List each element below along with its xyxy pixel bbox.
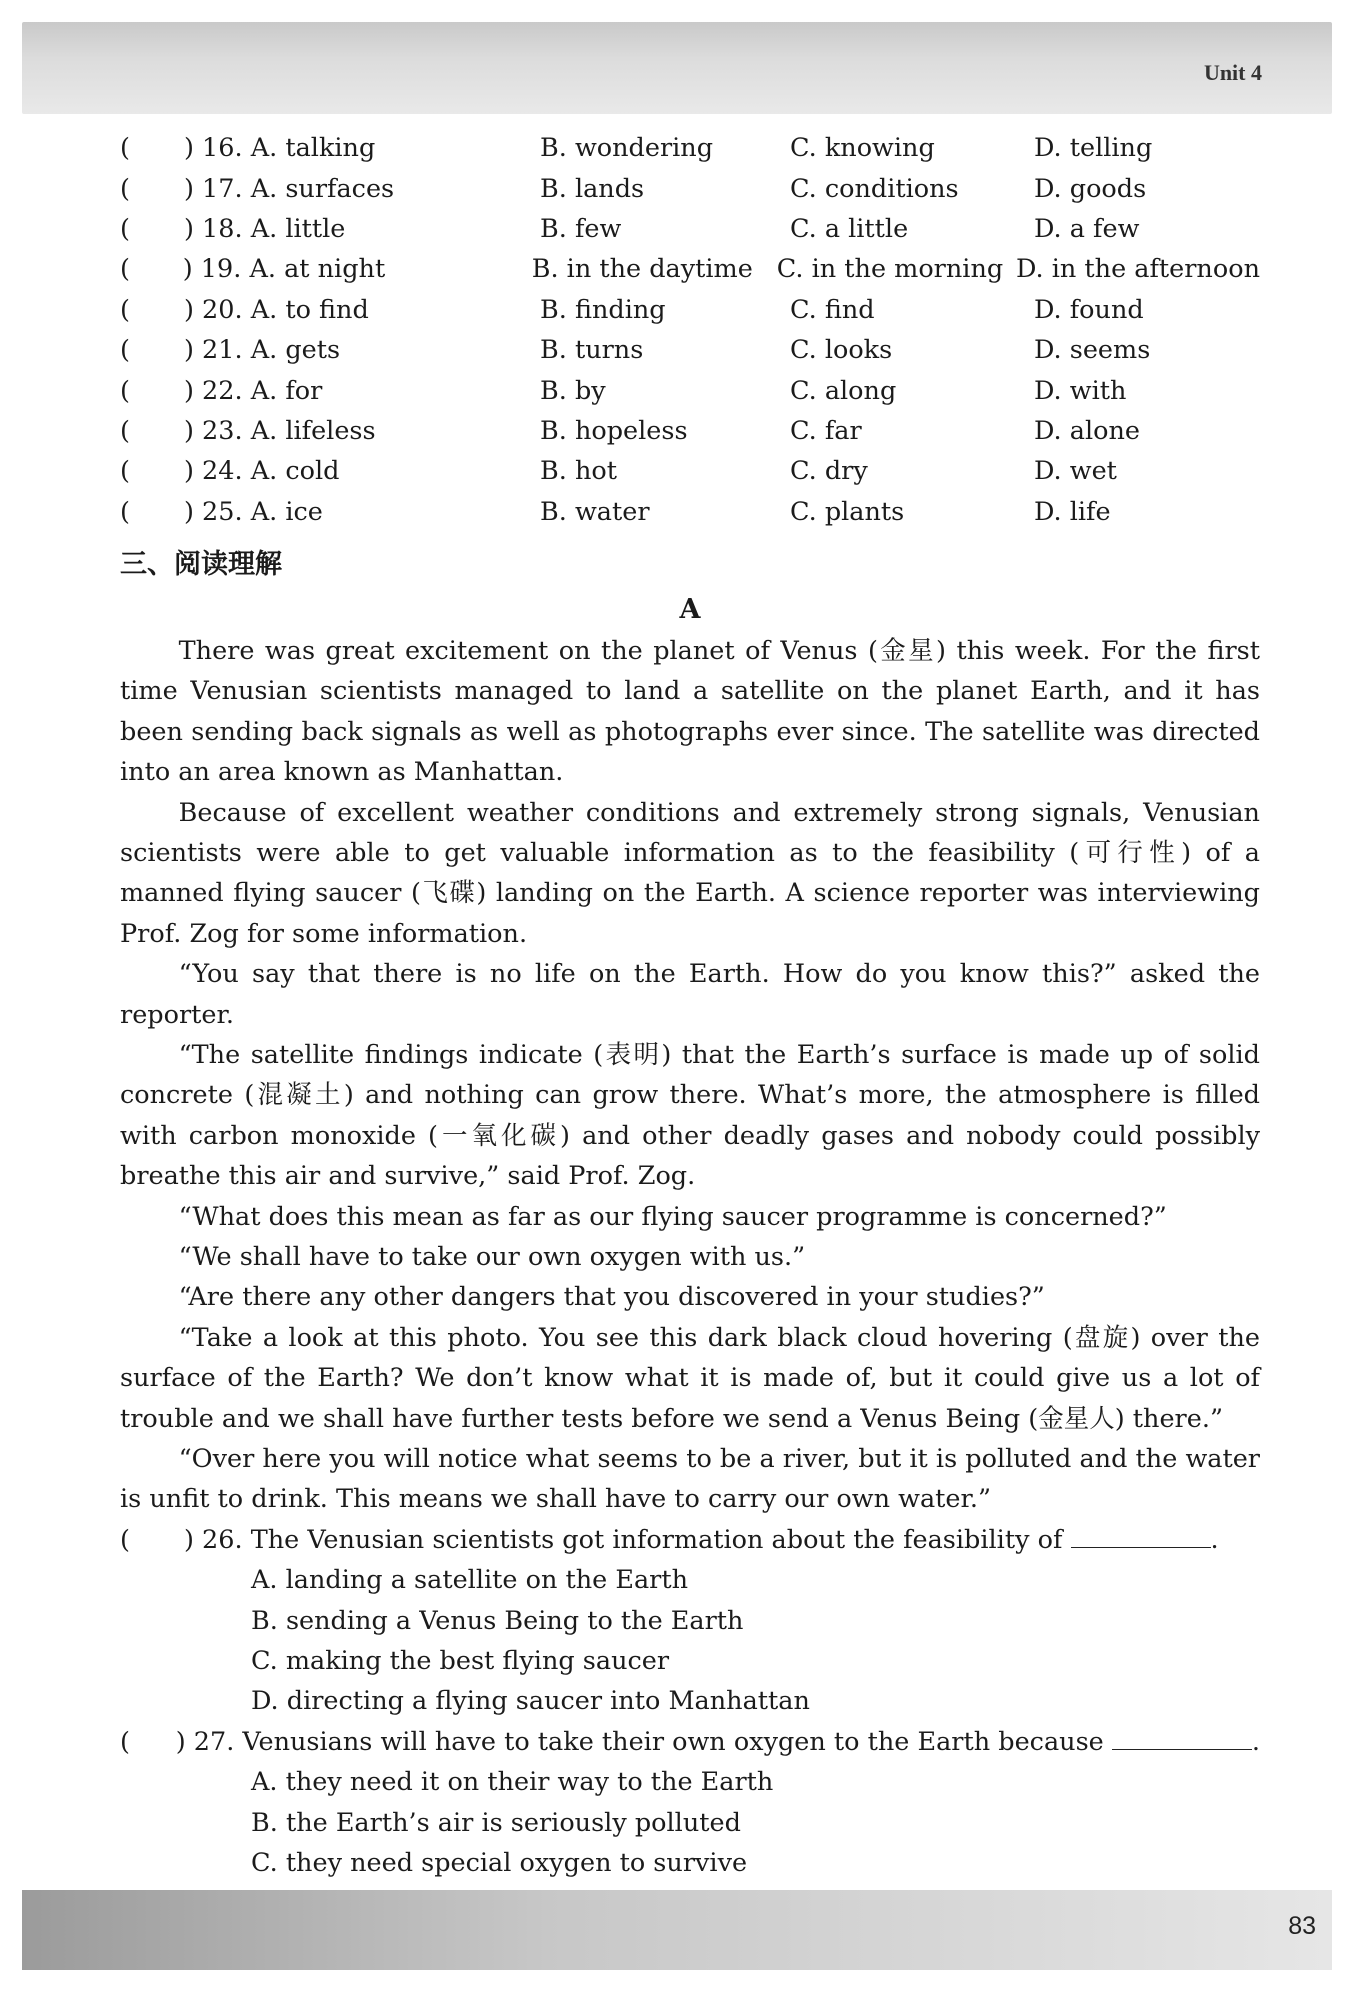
option-a: ) 19. A. at night bbox=[182, 254, 386, 285]
answer-paren: ( bbox=[120, 496, 130, 527]
paragraph: “What does this mean as far as our flying saucer programme is concerned?” bbox=[178, 1201, 1167, 1232]
paragraph: “Take a look at this photo. You see this dark black cloud hovering (盘旋) over the surface of the Earth? We don’t know what it is made of, but it could give us a lot of trouble and we shall have further tests before we send a Venus Being (金星人) there.” bbox=[120, 1322, 1260, 1434]
question-number: ) 26. bbox=[184, 1524, 243, 1555]
answer-paren: ( bbox=[120, 133, 130, 164]
option-b: B. hot bbox=[540, 456, 617, 487]
answer-paren: ( bbox=[120, 415, 130, 446]
option-a: ) 25. A. ice bbox=[184, 496, 323, 527]
option-b: B. lands bbox=[540, 173, 645, 204]
question-number: ) 25. bbox=[184, 496, 243, 527]
question-stem: ( ) 27. Venusians will have to take their own oxygen to the Earth because . bbox=[120, 1722, 1260, 1762]
choice-row-23 bbox=[120, 411, 1260, 451]
option-d: D. wet bbox=[1034, 456, 1117, 487]
answer-paren: ( bbox=[120, 1726, 130, 1757]
option-b: B. few bbox=[540, 213, 622, 244]
option-d: D. with bbox=[1034, 375, 1127, 406]
answer-paren: ( bbox=[120, 173, 130, 204]
question-number: ) 18. bbox=[184, 213, 243, 244]
answer-paren: ( bbox=[120, 335, 130, 366]
option-b: B. water bbox=[540, 496, 650, 527]
option-d: D. a few bbox=[1034, 213, 1140, 244]
question-text: Venusians will have to take their own oxygen to the Earth because bbox=[242, 1726, 1104, 1757]
footer-band bbox=[22, 1890, 1332, 1970]
option-a: A. landing a satellite on the Earth bbox=[251, 1565, 689, 1596]
option-c: C. dry bbox=[790, 456, 868, 487]
option-d: D. seems bbox=[1034, 335, 1151, 366]
unit-label: Unit 4 bbox=[1203, 60, 1262, 85]
passage bbox=[120, 631, 1260, 1520]
page-content bbox=[120, 128, 1260, 1924]
option-a: ) 20. A. to find bbox=[184, 294, 369, 325]
choice-row-16 bbox=[120, 128, 1260, 168]
cloze-choices bbox=[120, 128, 1260, 532]
option-b: B. by bbox=[540, 375, 606, 406]
question-number: ) 20. bbox=[184, 294, 243, 325]
question-number: ) 22. bbox=[184, 375, 243, 406]
option-b: B. hopeless bbox=[540, 415, 688, 446]
passage-title: A bbox=[679, 593, 701, 625]
option-c: C. along bbox=[790, 375, 897, 406]
choice-row-18 bbox=[120, 209, 1260, 249]
option-b: B. in the daytime bbox=[531, 254, 753, 285]
paragraph: “Over here you will notice what seems to be a river, but it is polluted and the water is unfit to drink. This means we shall have to carry our own water.” bbox=[120, 1444, 1260, 1515]
option-c: C. they need special oxygen to survive bbox=[251, 1848, 748, 1879]
question-stem: ( ) 26. The Venusian scientists got information about the feasibility of . bbox=[120, 1520, 1260, 1560]
paragraph: “You say that there is no life on the Earth. How do you know this?” asked the reporter. bbox=[120, 959, 1260, 1030]
option-c: C. looks bbox=[790, 335, 893, 366]
answer-blank bbox=[1112, 1725, 1252, 1750]
option-c: C. making the best flying saucer bbox=[251, 1646, 670, 1677]
answer-paren: ( bbox=[120, 294, 130, 325]
option-a: ) 24. A. cold bbox=[184, 456, 340, 487]
question-number: ) 17. bbox=[184, 173, 243, 204]
question-number: ) 27. bbox=[175, 1726, 235, 1757]
paragraph: “We shall have to take our own oxygen with us.” bbox=[178, 1242, 806, 1272]
option-b: B. sending a Venus Being to the Earth bbox=[251, 1605, 744, 1636]
paragraph: “The satellite findings indicate (表明) that the Earth’s surface is made up of solid concrete (混凝土) and nothing can grow there. What’s more, the atmosphere is filled with carbon monoxide (一氧化碳) and other deadly gases and nobody could possibly breathe this air and survive,” said Prof. Zog. bbox=[120, 1039, 1260, 1192]
option-c: C. a little bbox=[790, 213, 909, 244]
option-c: C. conditions bbox=[790, 173, 959, 204]
choice-row-24 bbox=[120, 451, 1260, 491]
question-number: ) 24. bbox=[184, 456, 243, 487]
answer-paren: ( bbox=[120, 375, 130, 406]
paragraph: Because of excellent weather conditions and extremely strong signals, Venusian scientists were able to get valuable information as to the feasibility (可行性) of a manned flying saucer (飞碟) landing on the Earth. A science reporter was interviewing Prof. Zog for some information. bbox=[120, 797, 1260, 949]
choice-row-19 bbox=[120, 249, 1260, 289]
answer-paren: ( bbox=[120, 456, 130, 487]
page-number: 83 bbox=[1288, 1912, 1316, 1940]
option-d: D. alone bbox=[1034, 415, 1140, 446]
answer-paren: ( bbox=[120, 254, 130, 285]
option-d: D. found bbox=[1034, 294, 1144, 325]
paragraph: There was great excitement on the planet of Venus (金星) this week. For the first time Venusian scientists managed to land a satellite on the planet Earth, and it has been sending back signals as well as photographs ever since. The satellite was directed into an area known as Manhattan. bbox=[120, 635, 1260, 788]
option-a: A. they need it on their way to the Earth bbox=[251, 1767, 774, 1798]
option-b: B. the Earth’s air is seriously polluted bbox=[251, 1807, 741, 1838]
option-a: ) 23. A. lifeless bbox=[184, 415, 376, 446]
header-band bbox=[22, 22, 1332, 114]
question-number: ) 23. bbox=[184, 415, 243, 446]
option-a: ) 18. A. little bbox=[184, 213, 346, 244]
option-a: ) 22. A. for bbox=[184, 375, 323, 406]
option-d: D. telling bbox=[1034, 133, 1153, 164]
option-c: C. in the morning bbox=[776, 254, 1004, 285]
option-c: C. knowing bbox=[790, 133, 935, 164]
question-number: ) 16. bbox=[184, 133, 243, 164]
answer-paren: ( bbox=[120, 213, 130, 244]
option-c: C. far bbox=[790, 415, 862, 446]
section-title: 三、阅读理解 bbox=[120, 548, 282, 580]
option-d: D. in the afternoon bbox=[1015, 254, 1260, 285]
question-26 bbox=[120, 1520, 1260, 1722]
option-b: B. turns bbox=[540, 335, 644, 366]
option-b: B. finding bbox=[540, 294, 666, 325]
question-number: ) 19. bbox=[182, 254, 242, 285]
paragraph: “Are there any other dangers that you discovered in your studies?” bbox=[178, 1282, 1045, 1313]
option-b: B. wondering bbox=[540, 133, 714, 164]
option-a: ) 17. A. surfaces bbox=[184, 173, 395, 204]
choice-row-17 bbox=[120, 168, 1260, 208]
option-a: ) 16. A. talking bbox=[184, 133, 376, 164]
question-text: The Venusian scientists got information about the feasibility of bbox=[250, 1524, 1063, 1555]
option-c: C. find bbox=[790, 294, 875, 325]
choice-row-22 bbox=[120, 370, 1260, 410]
option-a: ) 21. A. gets bbox=[184, 335, 341, 366]
option-d: D. life bbox=[1034, 496, 1111, 527]
answer-blank bbox=[1071, 1523, 1211, 1548]
choice-row-20 bbox=[120, 290, 1260, 330]
choice-row-25 bbox=[120, 492, 1260, 532]
option-d: D. goods bbox=[1034, 173, 1147, 204]
choice-row-21 bbox=[120, 330, 1260, 370]
option-c: C. plants bbox=[790, 496, 905, 527]
option-d: D. directing a flying saucer into Manhattan bbox=[251, 1686, 810, 1717]
answer-paren: ( bbox=[120, 1524, 130, 1555]
question-number: ) 21. bbox=[184, 335, 243, 366]
